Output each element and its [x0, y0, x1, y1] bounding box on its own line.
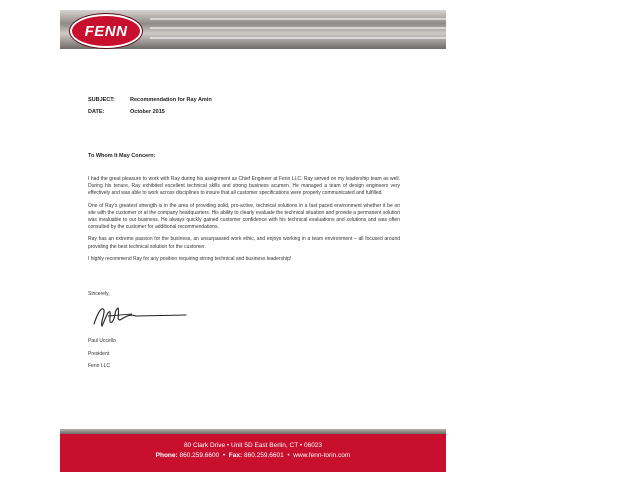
phone-label: Phone: — [155, 452, 178, 459]
body-paragraph: I had the great pleasure to work with Ray during his assignment as Chief Engineer at Fenn LLC. Ray served on my leadership team as well. During his tenure, Ray exhibited excellent technical skills and strong business acumen. He managed a team of design engineers very effectively and was able to work across disciplines to insure that all customer specifications were properly communicated and fulfilled. — [88, 176, 400, 197]
date-label: DATE: — [88, 109, 105, 115]
footer-address: 80 Clark Drive • Unit 5D East Berlin, CT • 06023 — [183, 442, 323, 449]
fenn-logo — [70, 14, 142, 48]
signature-image — [90, 302, 190, 337]
subject-value: Recommendation for Ray Amin — [130, 97, 212, 103]
letterhead-band — [60, 10, 446, 49]
date-value: October 2015 — [130, 109, 165, 115]
letter-meta — [88, 97, 212, 121]
fax-number: 860.259.6601 — [243, 452, 284, 459]
body-paragraph: I highly recommend Ray for any position requiring strong technical and business leadership! — [88, 255, 292, 262]
letter-body — [88, 176, 400, 268]
subject-row — [88, 97, 212, 109]
fax-label: Fax: — [228, 452, 243, 459]
phone-number: 860.259.6600 — [179, 452, 220, 459]
footer-contact: Phone: 860.259.6600 • Fax: 860.259.6601 • www.fenn-torin.com — [155, 452, 351, 459]
signer-block — [88, 335, 116, 373]
letterhead-footer — [60, 434, 446, 472]
signer-name: Paul Uccello — [88, 338, 116, 344]
signer-title: President — [88, 350, 110, 357]
subject-label: SUBJECT: — [88, 97, 115, 103]
signer-company: Fenn LLC — [88, 363, 110, 369]
greeting: To Whom It May Concern: — [88, 153, 156, 159]
website-link[interactable]: www.fenn-torin.com — [293, 452, 351, 459]
letter-page — [60, 10, 446, 472]
date-row — [88, 109, 212, 121]
body-paragraph: One of Ray's greatest strength is in the area of providing solid, pro-active, technical solutions in a fast paced environment whether it be on site with the customer or at the company headquarters. His ability to clearly evaluate the technical situation and provide a permanent solution was invaluable to our business. He always quickly gained customer confidence with his technical evaluations and solutions and was often consulted by the customer for additional recommendations. — [88, 202, 400, 231]
body-paragraph: Ray has an extreme passion for the business, an unsurpassed work ethic, and enjoys working in a team environment – all focused around providing the best technical solution for the customer. — [88, 236, 400, 250]
closing: Sincerely, — [88, 291, 110, 297]
logo-text: FENN — [84, 22, 128, 40]
